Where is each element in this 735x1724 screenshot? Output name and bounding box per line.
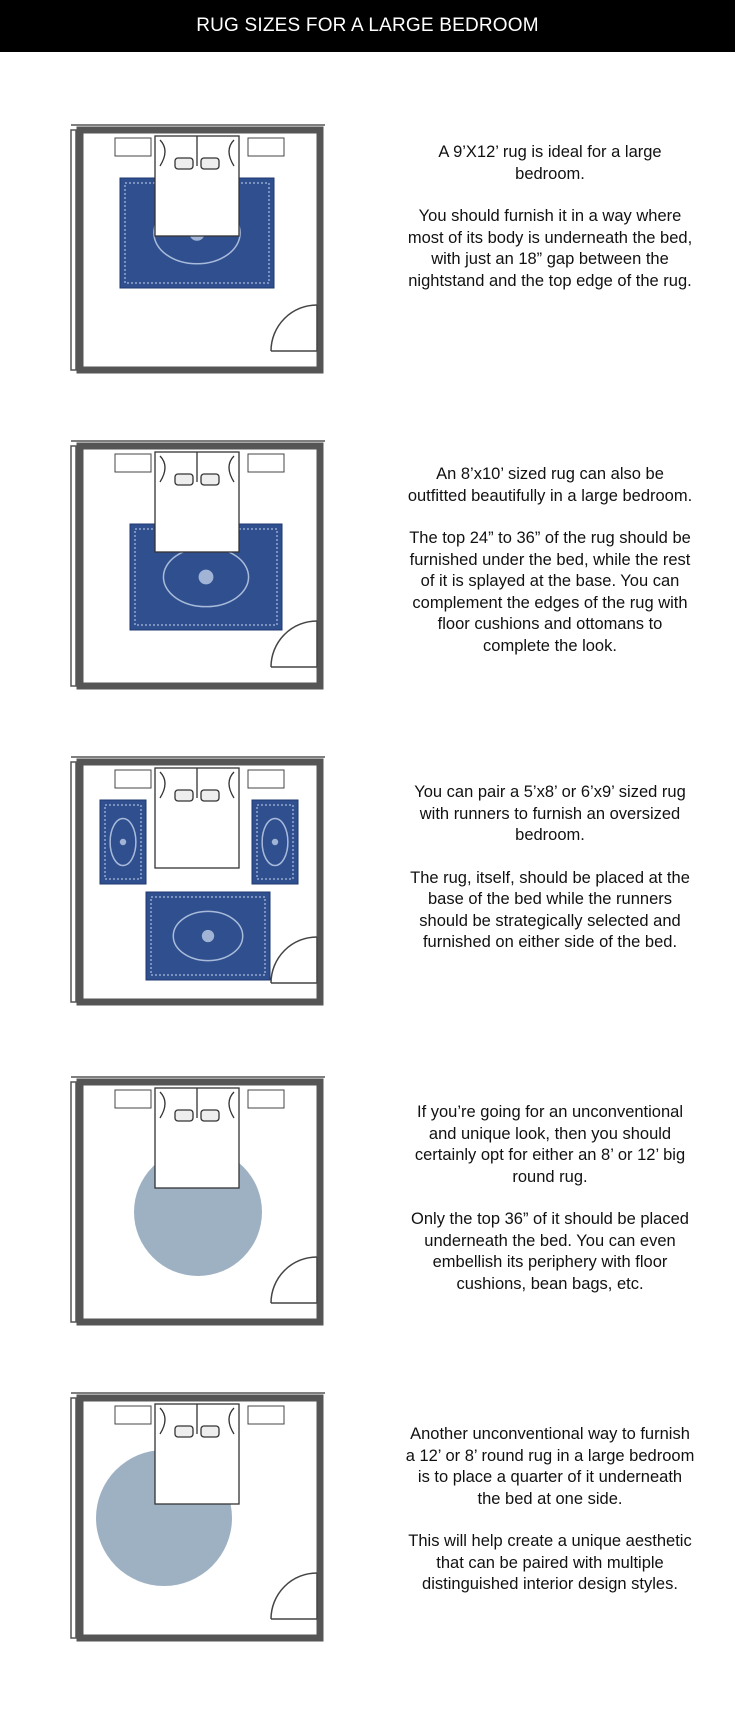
panel-9x12 <box>0 120 735 382</box>
description-runners <box>405 782 695 954</box>
page-title: RUG SIZES FOR A LARGE BEDROOM <box>196 15 539 36</box>
floor-plan-drawing <box>70 1388 370 1650</box>
door <box>271 305 317 351</box>
bed <box>155 768 239 868</box>
floor-plan-drawing <box>70 1072 370 1334</box>
description-8x10 <box>405 464 695 657</box>
nightstand-right <box>248 454 284 472</box>
description-9x12 <box>405 142 695 292</box>
nightstand-left <box>115 1090 151 1108</box>
floor-plan-drawing <box>70 436 370 698</box>
nightstand-right <box>248 138 284 156</box>
bed <box>155 1404 239 1504</box>
nightstand-right <box>248 1406 284 1424</box>
panel-round-centered <box>0 1072 735 1334</box>
description-round-side <box>405 1424 695 1596</box>
paragraph: The rug, itself, should be placed at the base of the bed while the runners should be strategically selected and furnished on either side of the bed. <box>410 868 690 951</box>
bed <box>155 452 239 552</box>
floor-plan-round-centered <box>70 1072 370 1334</box>
floor-plan-9x12 <box>70 120 370 382</box>
nightstand-left <box>115 1406 151 1424</box>
paragraph: A 9’X12’ rug is ideal for a large bedroom. <box>438 143 662 183</box>
panel-8x10 <box>0 436 735 698</box>
bed <box>155 1088 239 1188</box>
floor-plan-drawing <box>70 752 370 1014</box>
rug-main <box>146 892 270 980</box>
nightstand-left <box>115 454 151 472</box>
header-bar <box>0 0 735 52</box>
door <box>271 1257 317 1303</box>
paragraph: Another unconventional way to furnish a 12’ or 8’ round rug in a large bedroom is to place a quarter of it underneath the bed at one side. <box>405 1425 695 1508</box>
bed <box>155 136 239 236</box>
panel-runners <box>0 752 735 1014</box>
paragraph: You can pair a 5’x8’ or 6’x9’ sized rug with runners to furnish an oversized bedroom. <box>414 783 686 844</box>
description-round-centered <box>405 1102 695 1295</box>
floor-plan-round-side <box>70 1388 370 1650</box>
door <box>271 937 317 983</box>
nightstand-left <box>115 138 151 156</box>
paragraph: An 8’x10’ sized rug can also be outfitted beautifully in a large bedroom. <box>407 465 693 505</box>
nightstand-left <box>115 770 151 788</box>
runner-right <box>252 800 298 884</box>
runner-left <box>100 800 146 884</box>
paragraph: If you’re going for an unconventional and unique look, then you should certainly opt for either an 8’ or 12’ big round rug. <box>414 1103 686 1186</box>
paragraph: Only the top 36” of it should be placed underneath the bed. You can even embellish its periphery with floor cushions, bean bags, etc. <box>411 1210 689 1293</box>
nightstand-right <box>248 1090 284 1108</box>
paragraph: The top 24” to 36” of the rug should be furnished under the bed, while the rest of it is splayed at the base. You can complement the edges of the rug with floor cushions and ottomans to complete the look. <box>409 529 691 655</box>
paragraph: This will help create a unique aesthetic that can be paired with multiple distinguished interior design styles. <box>408 1532 692 1593</box>
floor-plan-drawing <box>70 120 370 382</box>
floor-plan-runners <box>70 752 370 1014</box>
door <box>271 1573 317 1619</box>
panel-round-side <box>0 1388 735 1650</box>
paragraph: You should furnish it in a way where most of its body is underneath the bed, with just an 18” gap between the nightstand and the top edge of the rug. <box>407 207 693 290</box>
floor-plan-8x10 <box>70 436 370 698</box>
nightstand-right <box>248 770 284 788</box>
